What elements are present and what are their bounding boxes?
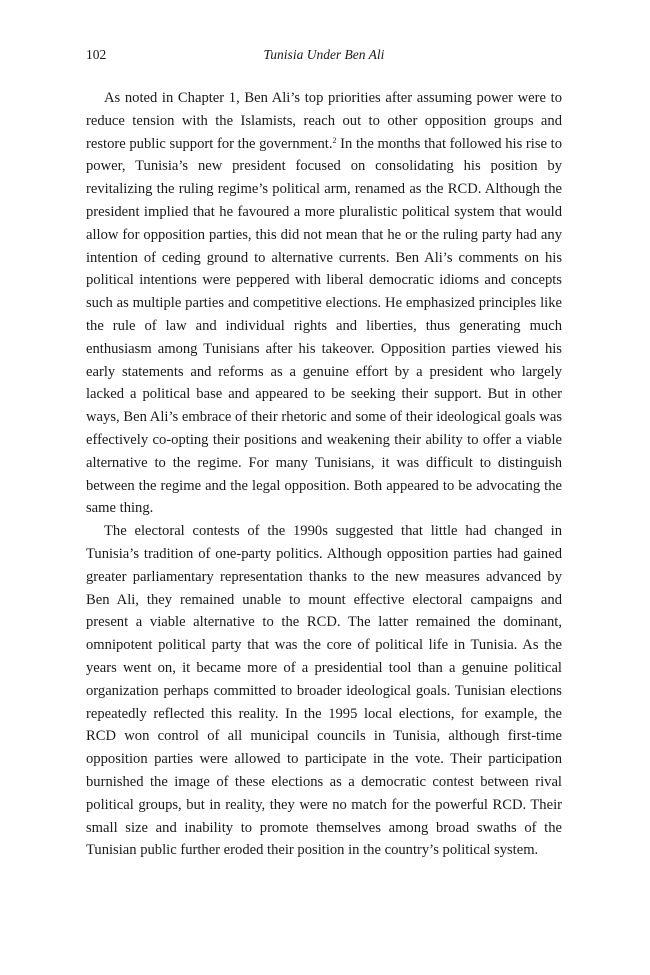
text-body	[86, 87, 562, 862]
footnote-reference[interactable]: 2	[332, 135, 337, 145]
paragraph-1-text-end: In the months that followed his rise to power, Tunisia’s new president focused on consolidating his position by revitalizing the ruling regime’s political arm, renamed as the RCD. Although the president implied that he favoured a more pluralistic political system that would allow for opposition parties, this did not mean that he or the ruling party had any intention of ceding ground to alternative currents. Ben Ali’s comments on his political intentions were peppered with liberal democratic idioms and concepts such as multiple parties and competitive elections. He emphasized principles like the rule of law and individual rights and liberties, thus generating much enthusiasm among Tunisians after his takeover. Opposition parties viewed his early statements and reforms as a genuine effort by a president who largely lacked a political base and appeared to be seeking their support. But in other ways, Ben Ali’s embrace of their rhetoric and some of their ideological goals was effectively co-opting their positions and weakening their ability to offer a viable alternative to the regime. For many Tunisians, it was difficult to distinguish between the regime and the legal opposition. Both appeared to be advocating the same thing.	[86, 135, 562, 517]
running-title: Tunisia Under Ben Ali	[263, 47, 385, 62]
running-head	[86, 45, 562, 65]
paragraph-2: The electoral contests of the 1990s suggested that little had changed in Tunisia’s tradition of one-party politics. Although opposition parties had gained greater parliamentary representation thanks to the new measures advanced by Ben Ali, they remained unable to mount effective electoral campaigns and present a viable alternative to the RCD. The latter remained the dominant, omnipotent political party that was the core of political life in Tunisia. As the years went on, it became more of a presidential tool than a genuine political organization perhaps committed to broader ideological goals. Tunisian elections repeatedly reflected this reality. In the 1995 local elections, for example, the RCD won control of all municipal councils in Tunisia, although first-time opposition parties were allowed to participate in the vote. Their participation burnished the image of these elections as a democratic contest between rival political groups, but in reality, they were no match for the powerful RCD. Their small size and inability to promote themselves among broad swaths of the Tunisian public further eroded their position in the country’s political system.	[86, 523, 562, 859]
page-number: 102	[86, 47, 107, 62]
paragraph-1-text-start: As noted in Chapter 1, Ben Ali’s top priorities after assuming power were to reduce tension with the Islamists, reach out to other opposition groups and restore public support for the government.	[86, 90, 562, 152]
paragraph-1	[86, 87, 562, 520]
